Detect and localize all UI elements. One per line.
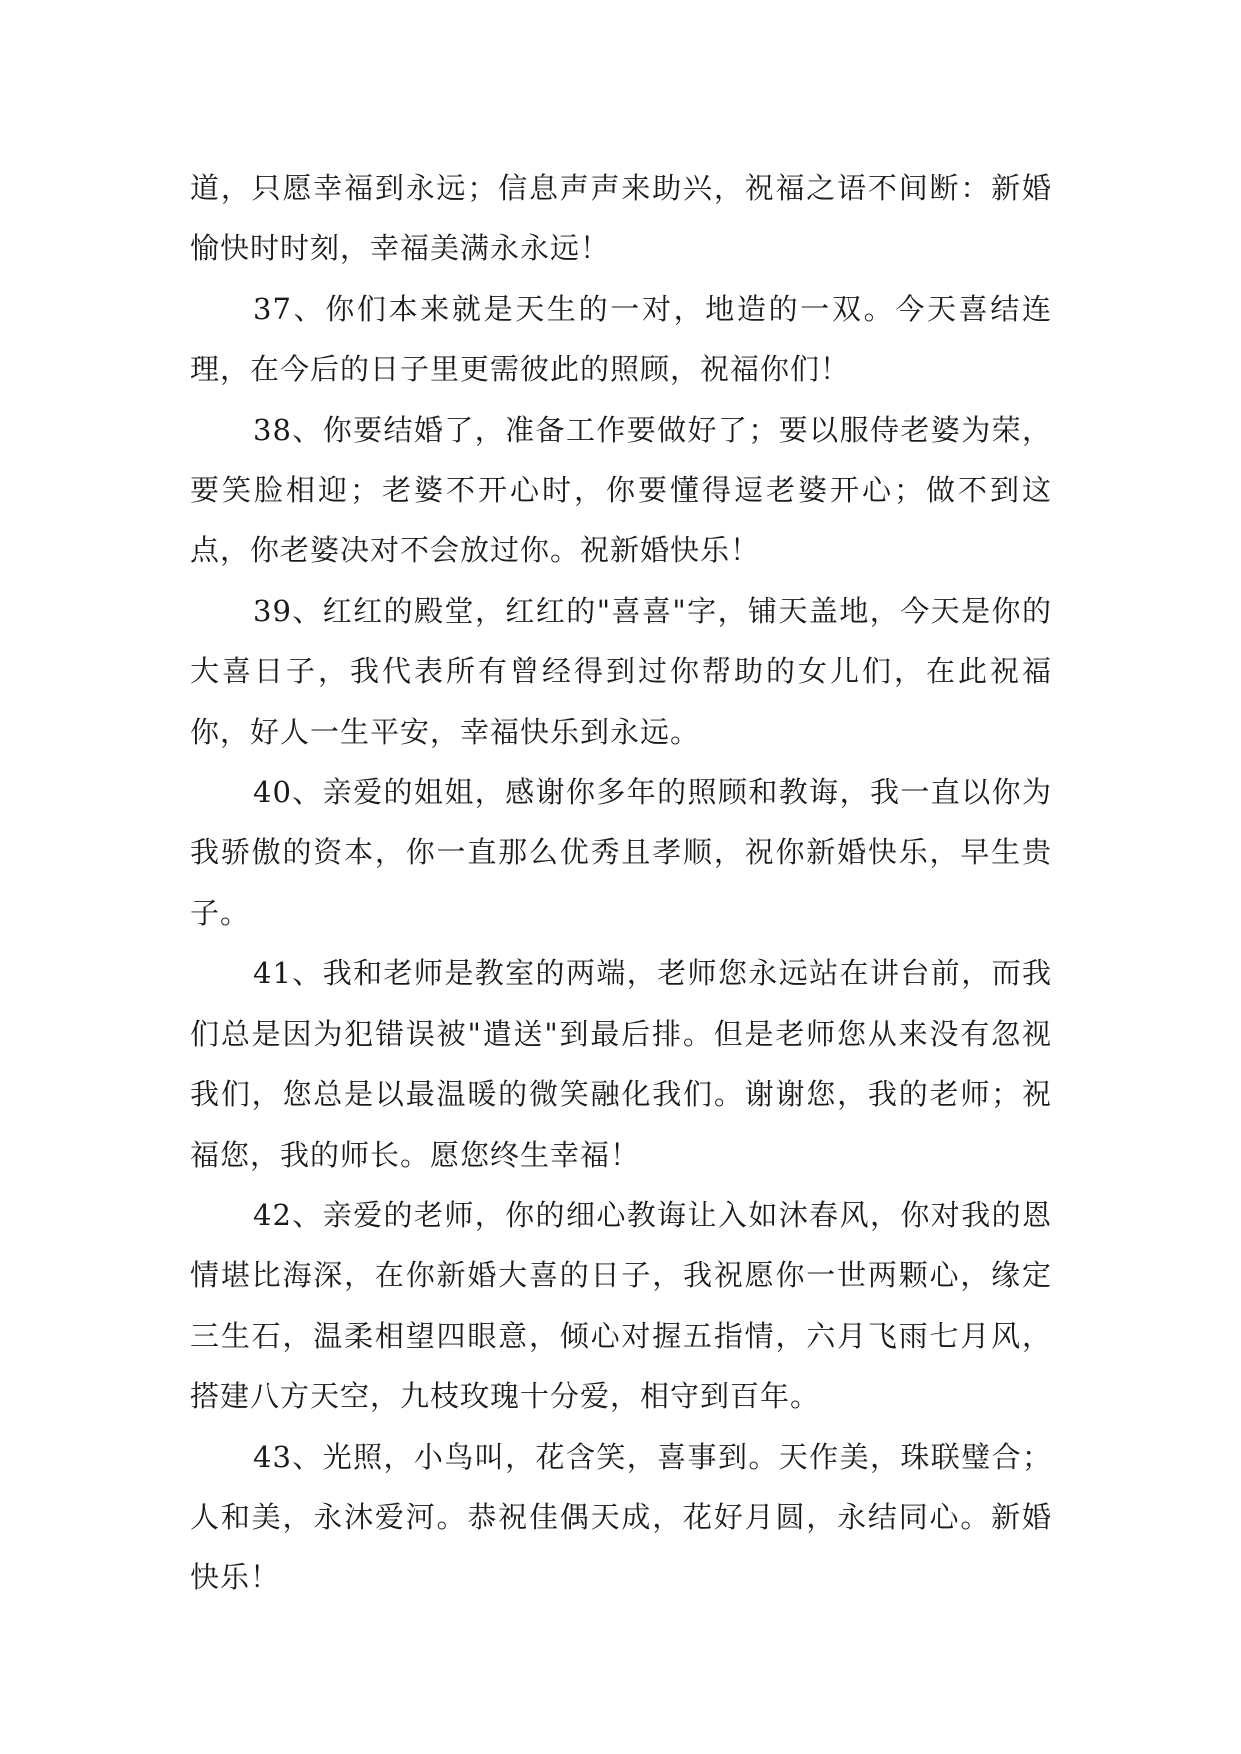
- paragraph-37: 37、你们本来就是天生的一对，地造的一双。今天喜结连理，在今后的日子里更需彼此的照顾，祝福你们！: [190, 291, 1052, 387]
- paragraph-continuation: 道，只愿幸福到永远；信息声声来助兴，祝福之语不间断：新婚愉快时时刻，幸福美满永永远！: [190, 171, 1052, 266]
- paragraph-43: 43、光照，小鸟叫，花含笑，喜事到。天作美，珠联璧合；人和美，永沐爱河。恭祝佳偶天成，花好月圆，永结同心。新婚快乐！: [190, 1439, 1052, 1595]
- paragraph-41: 41、我和老师是教室的两端，老师您永远站在讲台前，而我们总是因为犯错误被"遣送"到最后排。但是老师您从来没有忽视我们，您总是以最温暖的微笑融化我们。谢谢您，我的老师；祝福您，我的师长。愿您终生幸福！: [190, 956, 1052, 1172]
- document-body: [190, 158, 1052, 1608]
- paragraph-38: 38、你要结婚了，准备工作要做好了；要以服侍老婆为荣，要笑脸相迎；老婆不开心时，你要懂得逗老婆开心；做不到这点，你老婆决对不会放过你。祝新婚快乐！: [190, 412, 1052, 568]
- paragraph-42: 42、亲爱的老师，你的细心教诲让入如沐春风，你对我的恩情堪比海深，在你新婚大喜的日子，我祝愿你一世两颗心，缘定三生石，温柔相望四眼意，倾心对握五指情，六月飞雨七月风，搭建八方天空，九枝玫瑰十分爱，相守到百年。: [190, 1197, 1052, 1414]
- paragraph-40: 40、亲爱的姐姐，感谢你多年的照顾和教诲，我一直以你为我骄傲的资本，你一直那么优秀且孝顺，祝你新婚快乐，早生贵子。: [190, 775, 1052, 930]
- paragraph-39: 39、红红的殿堂，红红的"喜喜"字，铺天盖地，今天是你的大喜日子，我代表所有曾经得到过你帮助的女儿们，在此祝福你，好人一生平安，幸福快乐到永远。: [190, 593, 1052, 749]
